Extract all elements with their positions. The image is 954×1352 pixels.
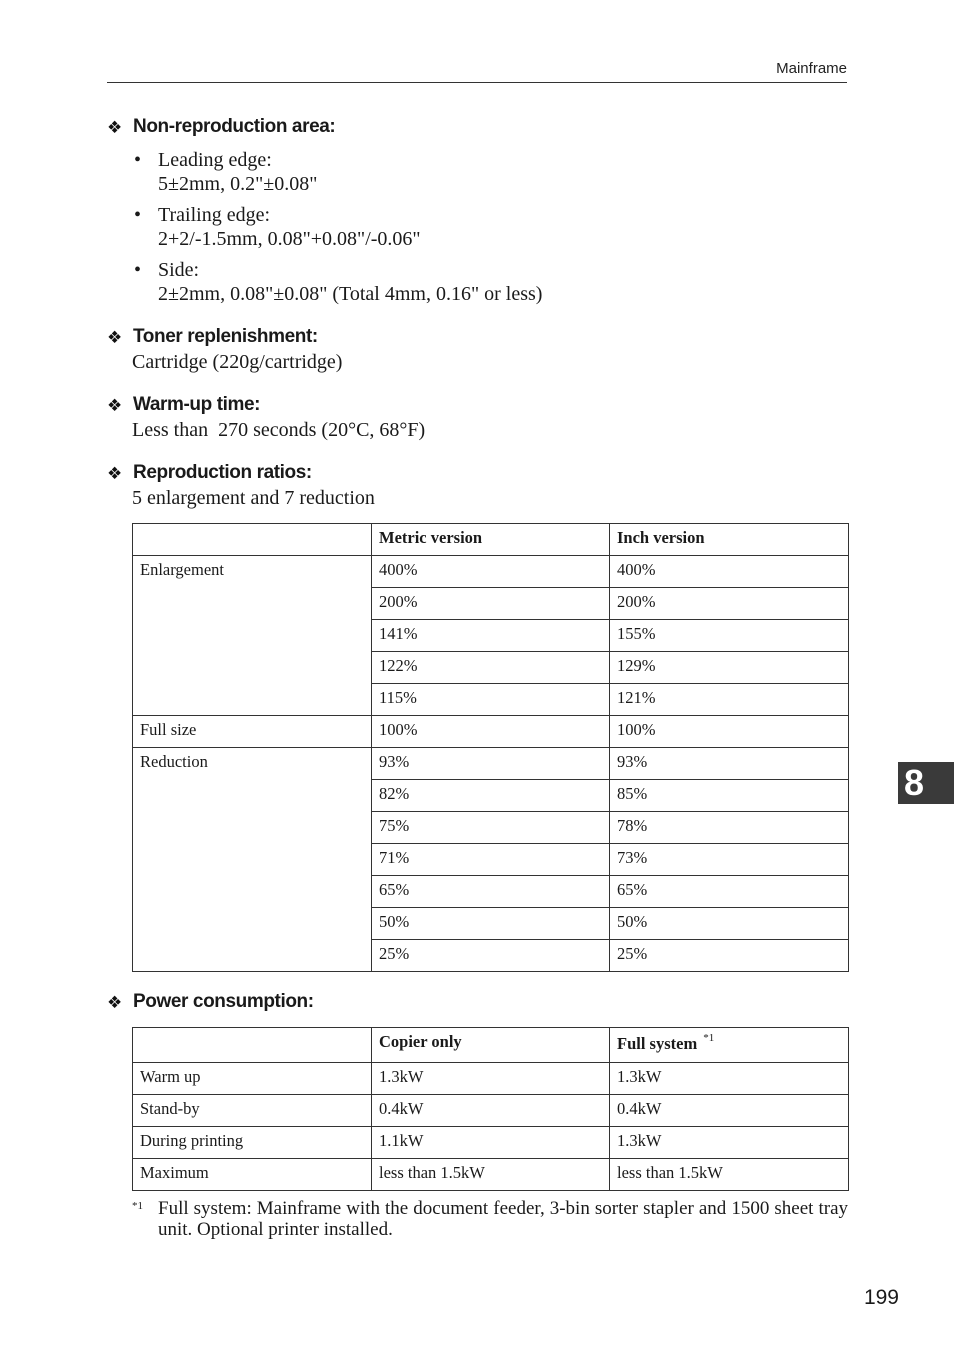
table-row xyxy=(133,748,849,780)
footnote-text: Full system: Mainframe with the document feeder, 3-bin sorter stapler and 1500 sheet tray unit. Optional printer installed. xyxy=(158,1198,848,1240)
section-text: Less than 270 seconds (20°C, 68°F) xyxy=(132,419,426,441)
item-label: Side: xyxy=(158,259,200,281)
inch-cell: 400% xyxy=(610,556,849,588)
inch-cell: 85% xyxy=(610,780,849,812)
metric-cell: 100% xyxy=(372,716,610,748)
diamond-bullet-icon: ❖ xyxy=(107,117,122,137)
section-heading xyxy=(107,114,847,140)
heading-label: Non-reproduction area: xyxy=(133,116,336,137)
inch-cell: 25% xyxy=(610,940,849,972)
metric-cell: 71% xyxy=(372,844,610,876)
row-label-cell: Stand-by xyxy=(133,1095,372,1127)
inch-cell: 93% xyxy=(610,748,849,780)
metric-cell: 65% xyxy=(372,876,610,908)
diamond-bullet-icon: ❖ xyxy=(107,327,122,347)
section-heading xyxy=(107,989,847,1015)
metric-cell: 50% xyxy=(372,908,610,940)
group-label-cell: Reduction xyxy=(133,748,372,972)
metric-cell: 115% xyxy=(372,684,610,716)
page-number: 199 xyxy=(863,1286,899,1309)
header-cell: Metric version xyxy=(372,524,610,556)
bullet-icon: • xyxy=(134,204,142,226)
heading-label: Reproduction ratios: xyxy=(133,462,312,483)
diamond-bullet-icon: ❖ xyxy=(107,463,122,483)
bullet-icon: • xyxy=(134,259,142,281)
section-power xyxy=(107,989,847,1015)
list-item xyxy=(132,148,847,196)
row-label-cell: During printing xyxy=(133,1127,372,1159)
section-text: 5 enlargement and 7 reduction xyxy=(132,487,375,509)
diamond-bullet-icon: ❖ xyxy=(107,992,122,1012)
table-row xyxy=(133,1127,849,1159)
table-row xyxy=(133,1159,849,1191)
row-label-cell: Maximum xyxy=(133,1159,372,1191)
header-cell xyxy=(610,1028,849,1063)
running-header: Mainframe xyxy=(776,60,847,77)
footnote-ref: *1 xyxy=(703,1032,715,1044)
header-cell: Copier only xyxy=(372,1028,610,1063)
table-cell: 1.3kW xyxy=(610,1063,849,1095)
section-ratios xyxy=(107,460,847,510)
table-cell: 0.4kW xyxy=(610,1095,849,1127)
table-cell: less than 1.5kW xyxy=(372,1159,610,1191)
non-repro-list xyxy=(132,148,847,306)
table-header-row xyxy=(133,1028,849,1063)
item-value: 2±2mm, 0.08"±0.08" (Total 4mm, 0.16" or less) xyxy=(158,283,543,305)
footnote xyxy=(132,1198,848,1240)
metric-cell: 75% xyxy=(372,812,610,844)
inch-cell: 129% xyxy=(610,652,849,684)
section-non-reproduction xyxy=(107,114,847,313)
section-heading xyxy=(107,460,847,486)
footnote-mark: *1 xyxy=(132,1200,143,1212)
metric-cell: 82% xyxy=(372,780,610,812)
table-row xyxy=(133,716,849,748)
row-label-cell: Warm up xyxy=(133,1063,372,1095)
heading-label: Power consumption: xyxy=(133,991,314,1012)
table-row xyxy=(133,1063,849,1095)
inch-cell: 200% xyxy=(610,588,849,620)
item-value: 5±2mm, 0.2"±0.08" xyxy=(158,173,318,195)
metric-cell: 400% xyxy=(372,556,610,588)
header-cell: Inch version xyxy=(610,524,849,556)
header-rule xyxy=(107,82,847,83)
inch-cell: 155% xyxy=(610,620,849,652)
section-text: Cartridge (220g/cartridge) xyxy=(132,351,343,373)
metric-cell: 200% xyxy=(372,588,610,620)
section-heading xyxy=(107,392,847,418)
inch-cell: 121% xyxy=(610,684,849,716)
item-label: Leading edge: xyxy=(158,149,272,171)
inch-cell: 65% xyxy=(610,876,849,908)
diamond-bullet-icon: ❖ xyxy=(107,395,122,415)
inch-cell: 100% xyxy=(610,716,849,748)
power-table xyxy=(132,1027,849,1191)
item-value: 2+2/-1.5mm, 0.08"+0.08"/-0.06" xyxy=(158,228,421,250)
heading-label: Toner replenishment: xyxy=(133,326,318,347)
table-header-row xyxy=(133,524,849,556)
table-cell: 1.3kW xyxy=(372,1063,610,1095)
metric-cell: 122% xyxy=(372,652,610,684)
inch-cell: 78% xyxy=(610,812,849,844)
metric-cell: 25% xyxy=(372,940,610,972)
table-row xyxy=(133,1095,849,1127)
inch-cell: 50% xyxy=(610,908,849,940)
chapter-tab: 8 xyxy=(898,762,954,804)
table-cell: 0.4kW xyxy=(372,1095,610,1127)
table-cell: 1.1kW xyxy=(372,1127,610,1159)
section-warmup xyxy=(107,392,847,442)
header-cell xyxy=(133,524,372,556)
header-cell xyxy=(133,1028,372,1063)
section-heading xyxy=(107,324,847,350)
ratio-table xyxy=(132,523,849,972)
group-label-cell: Full size xyxy=(133,716,372,748)
heading-label: Warm-up time: xyxy=(133,394,261,415)
metric-cell: 141% xyxy=(372,620,610,652)
table-cell: less than 1.5kW xyxy=(610,1159,849,1191)
bullet-icon: • xyxy=(134,149,142,171)
list-item xyxy=(132,258,847,306)
table-cell: 1.3kW xyxy=(610,1127,849,1159)
inch-cell: 73% xyxy=(610,844,849,876)
group-label-cell: Enlargement xyxy=(133,556,372,716)
table-row xyxy=(133,556,849,588)
section-toner xyxy=(107,324,847,374)
metric-cell: 93% xyxy=(372,748,610,780)
list-item xyxy=(132,203,847,251)
header-label: Full system xyxy=(617,1034,698,1053)
item-label: Trailing edge: xyxy=(158,204,271,226)
